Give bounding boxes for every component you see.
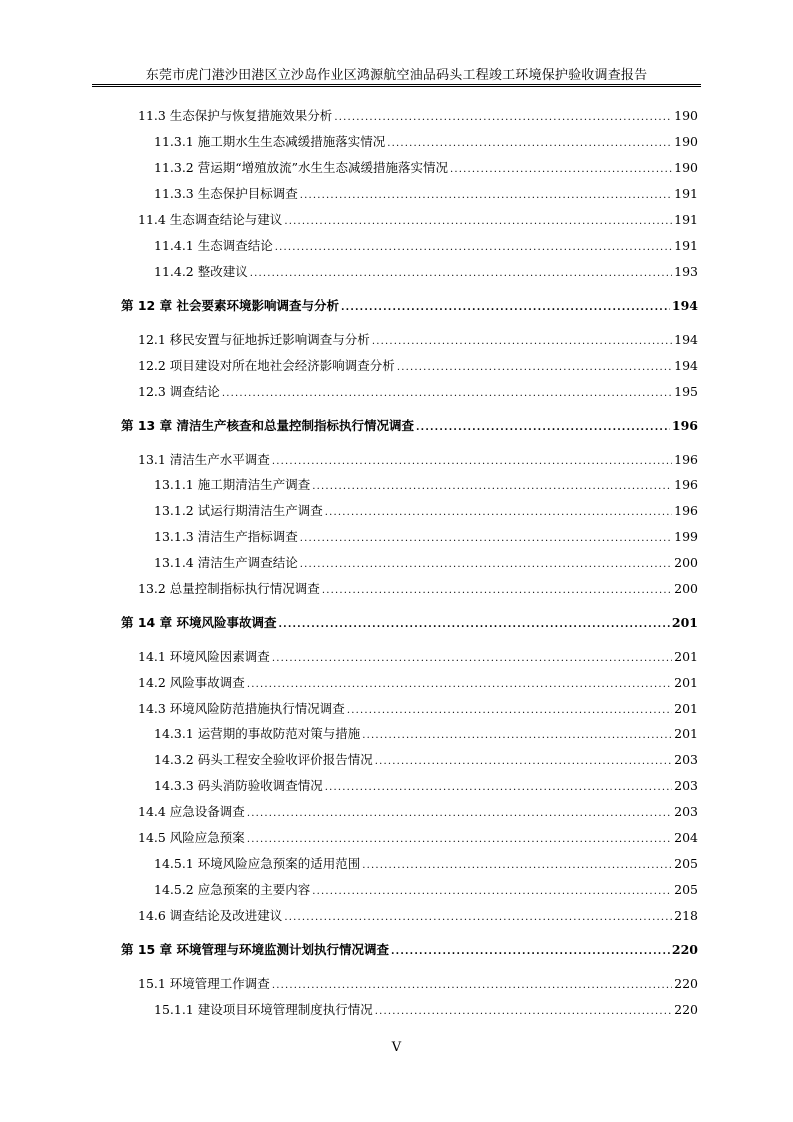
toc-entry-page: 191 [674, 212, 698, 227]
toc-entry-label: 11.3 生态保护与恢复措施效果分析 [138, 108, 333, 123]
toc-entry-page: 220 [674, 1002, 698, 1017]
toc-entry[interactable] [154, 553, 698, 571]
toc-entry[interactable] [138, 699, 698, 717]
toc-dot-leader [312, 477, 672, 492]
toc-dot-leader [347, 701, 672, 716]
toc-entry-page: 196 [674, 452, 698, 467]
toc-entry-label: 11.4.2 整改建议 [154, 264, 248, 279]
page-number: V [391, 1040, 402, 1055]
toc-dot-leader [322, 581, 672, 596]
toc-entry-label: 12.1 移民安置与征地拆迁影响调查与分析 [138, 332, 370, 347]
toc-entry-page: 218 [674, 908, 698, 923]
toc-dot-leader [284, 212, 672, 227]
toc-entry-label: 11.4.1 生态调查结论 [154, 238, 273, 253]
toc-entry-page: 199 [674, 529, 698, 544]
toc-entry-page: 196 [671, 418, 698, 433]
toc-entry[interactable] [154, 132, 698, 150]
toc-entry-page: 203 [674, 804, 698, 819]
toc-dot-leader [222, 384, 672, 399]
toc-entry-page: 201 [674, 726, 698, 741]
toc-chapter-entry[interactable] [121, 296, 698, 314]
toc-entry-page: 193 [674, 264, 698, 279]
toc-entry-page: 220 [674, 976, 698, 991]
toc-entry[interactable] [138, 974, 698, 992]
toc-entry[interactable] [138, 647, 698, 665]
toc-entry-page: 200 [674, 581, 698, 596]
toc-entry[interactable] [154, 854, 698, 872]
toc-entry-label: 11.3.2 营运期“增殖放流”水生生态减缓措施落实情况 [154, 160, 449, 175]
toc-entry-label: 15.1.1 建设项目环境管理制度执行情况 [154, 1002, 373, 1017]
toc-entry-label: 13.1.4 清洁生产调查结论 [154, 555, 298, 570]
toc-entry[interactable] [138, 828, 698, 846]
toc-entry[interactable] [138, 356, 698, 374]
toc-entry-label: 11.4 生态调查结论与建议 [138, 212, 283, 227]
toc-dot-leader [300, 555, 672, 570]
toc-dot-leader [247, 830, 672, 845]
toc-entry-label: 11.3.3 生态保护目标调查 [154, 186, 298, 201]
toc-entry-label: 13.1.1 施工期清洁生产调查 [154, 477, 311, 492]
toc-dot-leader [247, 675, 672, 690]
toc-dot-leader [450, 160, 672, 175]
toc-entry-page: 190 [674, 108, 698, 123]
toc-entry-label: 第 12 章 社会要素环境影响调查与分析 [121, 298, 339, 313]
toc-dot-leader [278, 615, 669, 630]
toc-entry-page: 190 [674, 134, 698, 149]
toc-chapter-entry[interactable] [121, 613, 698, 631]
toc-entry-page: 201 [674, 649, 698, 664]
toc-entry-label: 12.2 项目建设对所在地社会经济影响调查分析 [138, 358, 395, 373]
toc-dot-leader [387, 134, 672, 149]
toc-entry[interactable] [154, 158, 698, 176]
toc-entry[interactable] [154, 776, 698, 794]
toc-dot-leader [391, 942, 670, 957]
toc-entry-page: 201 [674, 701, 698, 716]
toc-entry-page: 196 [674, 503, 698, 518]
toc-entry-page: 194 [674, 332, 698, 347]
toc-entry-label: 14.6 调查结论及改进建议 [138, 908, 283, 923]
toc-entry-label: 14.5.2 应急预案的主要内容 [154, 882, 311, 897]
toc-dot-leader [362, 856, 672, 871]
toc-entry-label: 15.1 环境管理工作调查 [138, 976, 270, 991]
toc-entry-label: 第 14 章 环境风险事故调查 [121, 615, 277, 630]
toc-dot-leader [247, 804, 672, 819]
toc-entry[interactable] [138, 450, 698, 468]
toc-chapter-entry[interactable] [121, 416, 698, 434]
toc-entry-label: 14.1 环境风险因素调查 [138, 649, 270, 664]
toc-entry[interactable] [154, 501, 698, 519]
toc-dot-leader [372, 332, 672, 347]
toc-entry-page: 205 [674, 882, 698, 897]
toc-entry[interactable] [138, 802, 698, 820]
toc-entry[interactable] [138, 106, 698, 124]
toc-dot-leader [334, 108, 672, 123]
toc-dot-leader [312, 882, 672, 897]
toc-entry[interactable] [154, 262, 698, 280]
toc-dot-leader [272, 649, 672, 664]
toc-entry[interactable] [154, 184, 698, 202]
toc-entry-page: 194 [671, 298, 698, 313]
toc-entry[interactable] [154, 880, 698, 898]
toc-dot-leader [341, 298, 670, 313]
toc-entry[interactable] [138, 330, 698, 348]
toc-entry-page: 196 [674, 477, 698, 492]
toc-dot-leader [375, 1002, 672, 1017]
toc-entry[interactable] [154, 750, 698, 768]
toc-entry-page: 201 [674, 675, 698, 690]
toc-entry-label: 14.5 风险应急预案 [138, 830, 245, 845]
toc-entry-page: 194 [674, 358, 698, 373]
toc-entry-page: 203 [674, 752, 698, 767]
toc-entry-label: 14.5.1 环境风险应急预案的适用范围 [154, 856, 361, 871]
toc-dot-leader [375, 752, 672, 767]
toc-entry[interactable] [154, 236, 698, 254]
toc-dot-leader [325, 503, 672, 518]
toc-entry-page: 200 [674, 555, 698, 570]
toc-dot-leader [272, 452, 672, 467]
toc-dot-leader [325, 778, 672, 793]
toc-entry[interactable] [154, 724, 698, 742]
toc-entry-page: 191 [674, 186, 698, 201]
toc-entry-page: 190 [674, 160, 698, 175]
toc-dot-leader [284, 908, 672, 923]
toc-entry-page: 203 [674, 778, 698, 793]
toc-entry-page: 195 [674, 384, 698, 399]
toc-entry[interactable] [138, 382, 698, 400]
toc-entry-label: 13.1.3 清洁生产指标调查 [154, 529, 298, 544]
toc-entry[interactable] [138, 673, 698, 691]
toc-entry[interactable] [154, 1000, 698, 1018]
toc-entry[interactable] [154, 475, 698, 493]
toc-dot-leader [300, 186, 672, 201]
toc-dot-leader [250, 264, 672, 279]
toc-entry-label: 12.3 调查结论 [138, 384, 220, 399]
toc-entry-label: 13.2 总量控制指标执行情况调查 [138, 581, 320, 596]
toc-dot-leader [275, 238, 672, 253]
toc-entry[interactable] [138, 210, 698, 228]
toc-entry-label: 14.3.1 运营期的事故防范对策与措施 [154, 726, 361, 741]
toc-entry[interactable] [138, 906, 698, 924]
toc-entry-page: 220 [671, 942, 698, 957]
toc-entry-label: 14.3.3 码头消防验收调查情况 [154, 778, 323, 793]
toc-dot-leader [416, 418, 670, 433]
toc-entry-page: 201 [671, 615, 698, 630]
toc-dot-leader [362, 726, 672, 741]
toc-entry-label: 13.1 清洁生产水平调查 [138, 452, 270, 467]
toc-entry-label: 第 15 章 环境管理与环境监测计划执行情况调查 [121, 942, 389, 957]
toc-dot-leader [397, 358, 672, 373]
toc-entry-label: 14.3.2 码头工程安全验收评价报告情况 [154, 752, 373, 767]
toc-dot-leader [300, 529, 672, 544]
toc-entry-label: 13.1.2 试运行期清洁生产调查 [154, 503, 323, 518]
toc-entry[interactable] [138, 579, 698, 597]
toc-entry-page: 205 [674, 856, 698, 871]
toc-entry-label: 14.4 应急设备调查 [138, 804, 245, 819]
toc-entry-label: 14.2 风险事故调查 [138, 675, 245, 690]
toc-entry-page: 204 [674, 830, 698, 845]
toc-dot-leader [272, 976, 672, 991]
toc-entry-label: 14.3 环境风险防范措施执行情况调查 [138, 701, 345, 716]
toc-entry-label: 11.3.1 施工期水生生态减缓措施落实情况 [154, 134, 386, 149]
toc-entry[interactable] [154, 527, 698, 545]
running-header: 东莞市虎门港沙田港区立沙岛作业区鸿源航空油品码头工程竣工环境保护验收调查报告 [145, 68, 648, 83]
toc-entry-page: 191 [674, 238, 698, 253]
toc-chapter-entry[interactable] [121, 940, 698, 958]
toc-entry-label: 第 13 章 清洁生产核查和总量控制指标执行情况调查 [121, 418, 414, 433]
